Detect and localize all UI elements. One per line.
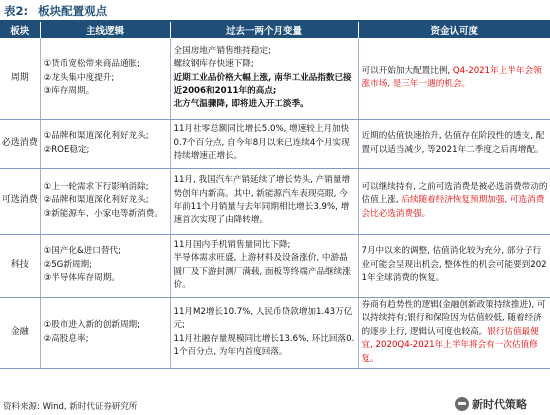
sector-cell: 周期 — [0, 38, 40, 119]
capital-text: Q4-2021年上半年会领涨市场, 是三年一遇的机会。 — [361, 65, 542, 90]
logic-text: ②品牌和渠道深化利好龙头; — [43, 195, 149, 206]
logic-text: ①品牌和渠道深化利好龙头; — [43, 131, 149, 142]
table-row — [0, 119, 550, 168]
table-row — [0, 38, 550, 119]
changes-text: 11月社零总额同比增长5.0%, 增速较上月加快0.7个百分点, 自今年8月以来已连续4个月实现持续增速正增长。 — [173, 124, 350, 162]
changes-text: 11月社融存量规模同比增长13.6%, 环比回落0.1个百分点, 为年内首度回落。 — [173, 333, 355, 357]
logic-text: ③半导体库存周期。 — [43, 273, 120, 284]
logic-text: ①上一轮需求下行影响消除; — [43, 181, 149, 192]
header-sector: 板块 — [0, 22, 40, 38]
sector-cell: 金融 — [0, 297, 40, 368]
changes-text: 11月, 我国汽车产销延续了增长势头, 产销量增势创年内新高。其中, 新能源汽车表现亮眼, 今年前11个月销量与去年同期相比增长3.9%, 增速首次实现了由降转增。 — [173, 175, 351, 226]
logic-cell — [40, 234, 170, 297]
capital-cell — [358, 234, 550, 297]
logic-text: ②高股息率; — [43, 333, 89, 344]
table-row — [0, 234, 550, 297]
logic-text: ②ROE稳定; — [43, 144, 90, 155]
capital-text: 后续随着经济恢复预期加强, 可选消费会比必选消费强。 — [361, 195, 545, 219]
table-number: 表2: — [4, 4, 29, 18]
logic-text: ③库存周期。 — [43, 85, 95, 96]
wechat-icon — [455, 397, 469, 411]
logic-text: ②龙头集中度提升; — [43, 72, 115, 83]
changes-cell — [170, 168, 358, 234]
logic-cell — [40, 168, 170, 234]
logo-text: 新时代策略 — [472, 398, 527, 411]
sector-allocation-table — [0, 22, 550, 369]
logic-text: ①股市进入新的创新周期; — [43, 320, 141, 331]
capital-cell — [358, 38, 550, 119]
capital-text: 银行和保险因为估值较低, 随着经济的逐步上行, 逻辑认可度也较高。 — [361, 313, 542, 337]
changes-text: 螺纹钢库存快速下降; — [173, 59, 254, 70]
logic-text: ③新能源车、小家电等新消费。 — [43, 208, 163, 219]
capital-text: 近期的估值快速抬升, 估值存在阶段性的透支, 配置可以适当减少, 等2021年二季度之后再增配。 — [361, 131, 545, 155]
table-title-text: 板块配置观点 — [38, 4, 108, 18]
sector-cell: 必选消费 — [0, 119, 40, 168]
capital-text: 银行估值最便宜, 2020Q4-2021年上半年将会有一次估值修复。 — [361, 326, 539, 364]
logic-text: ②5G新周期; — [43, 259, 93, 270]
changes-cell — [170, 119, 358, 168]
logic-cell — [40, 119, 170, 168]
capital-text: 7月中以来的调整, 估值消化较为充分, 部分子行业可能会呈现出机会, 整体性的机会可能要到2021年全球消费的恢复。 — [361, 246, 547, 284]
table-row — [0, 168, 550, 234]
header-capital: 资金认可度 — [358, 22, 550, 38]
logic-cell — [40, 38, 170, 119]
capital-cell — [358, 168, 550, 234]
logic-text: ①国产化&进口替代; — [43, 246, 121, 257]
table-title — [4, 3, 107, 19]
sector-cell: 可选消费 — [0, 168, 40, 234]
logic-text: ①货币宽松带来商品通胀; — [43, 59, 141, 70]
capital-text: 可以开始加大配置比例, — [361, 65, 453, 76]
header-row — [0, 22, 550, 38]
changes-text: 近期工业品价格大幅上涨, 南华工业品指数已接近2006和2011年的高点; — [173, 72, 352, 96]
header-changes: 过去一两个月变量 — [170, 22, 358, 38]
capital-text: 可以继续持有, 之前可选消费是被必选消费带动的估值上涨, — [361, 181, 548, 206]
source-note: 资料来源: Wind, 新时代证券研究所 — [3, 402, 138, 412]
changes-text: 11月国内手机销售量同比下降; — [173, 239, 291, 250]
capital-cell — [358, 119, 550, 168]
changes-text: 全国房地产销售维持稳定; — [173, 45, 271, 56]
header-logic: 主线逻辑 — [40, 22, 170, 38]
changes-cell — [170, 234, 358, 297]
capital-cell — [358, 297, 550, 368]
table-row — [0, 297, 550, 368]
changes-text: 半导体需求旺盛, 上游材料及设备涨价, 中游晶圆厂及下游封测厂满载, 面板等终端产品继续涨价。 — [173, 253, 351, 290]
changes-cell — [170, 38, 358, 119]
changes-text: 11月M2增长10.7%, 人民币贷款增加1.43万亿元; — [173, 306, 353, 331]
capital-text: 券商有趋势性的逻辑(金融创新政策持续推进), 可以持续持有; — [361, 299, 546, 324]
changes-text: 北方气温骤降, 即将进入开工淡季。 — [173, 99, 309, 110]
changes-cell — [170, 297, 358, 368]
logic-cell — [40, 297, 170, 368]
sector-cell: 科技 — [0, 234, 40, 297]
watermark-logo — [455, 396, 527, 412]
